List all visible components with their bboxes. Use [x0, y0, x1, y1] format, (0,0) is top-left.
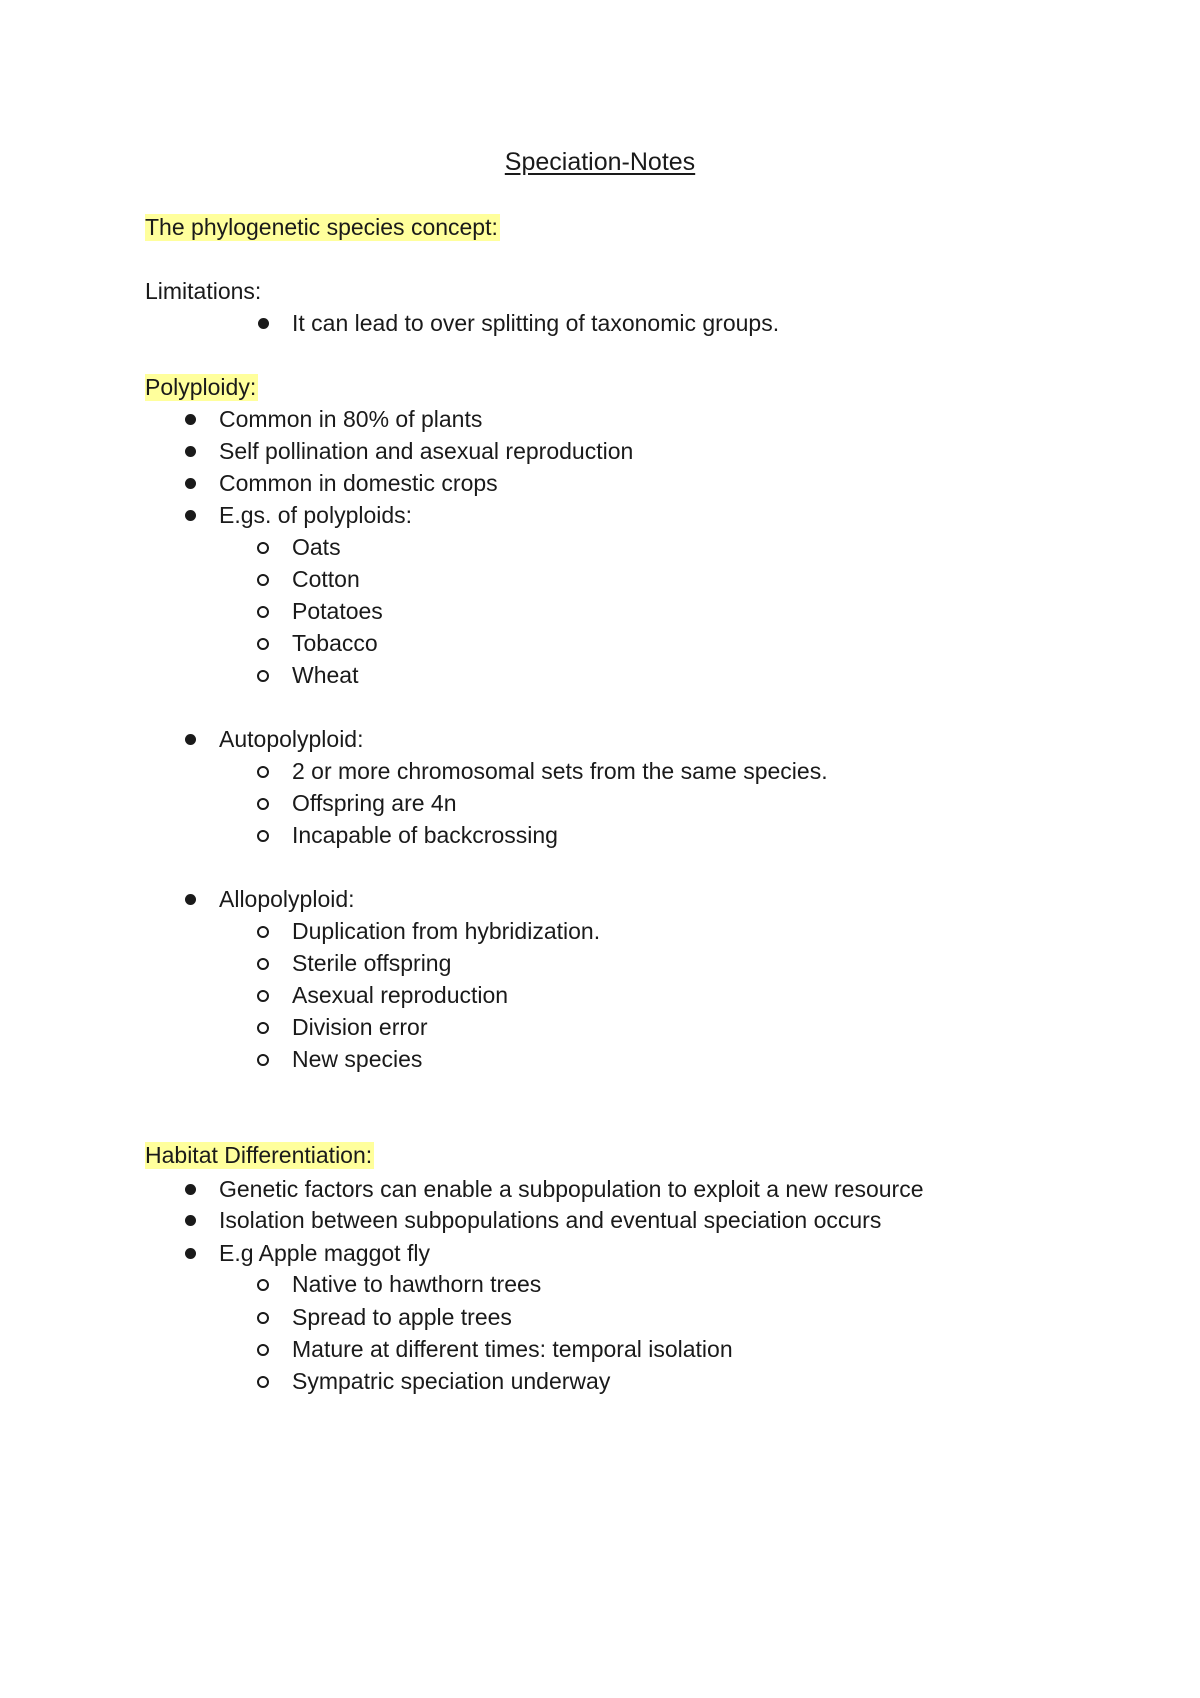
phylo-heading-text: The phylogenetic species concept: — [145, 214, 498, 240]
allopolyploid-item: Division error — [292, 1014, 428, 1040]
bullet-circle-icon — [257, 990, 269, 1002]
allopolyploid-label: Allopolyploid: — [219, 886, 355, 912]
page-title: Speciation-Notes — [504, 148, 696, 176]
autopolyploid-item: Offspring are 4n — [292, 790, 457, 816]
habitat-item: Genetic factors can enable a subpopulation to exploit a new resource — [219, 1176, 924, 1202]
bullet-dot-icon — [185, 1248, 196, 1259]
bullet-circle-icon — [257, 638, 269, 650]
bullet-circle-icon — [257, 1344, 269, 1356]
bullet-dot-icon — [185, 1184, 196, 1195]
bullet-dot-icon — [185, 734, 196, 745]
polyploidy-item: Self pollination and asexual reproduction — [219, 438, 634, 464]
polyploidy-item: E.gs. of polyploids: — [219, 502, 413, 528]
polyploidy-item: Common in domestic crops — [219, 470, 498, 496]
habitat-item: E.g Apple maggot fly — [219, 1240, 430, 1266]
polyploid-example: Potatoes — [292, 598, 383, 624]
habitat-item: Isolation between subpopulations and eventual speciation occurs — [219, 1207, 882, 1233]
allopolyploid-item: Duplication from hybridization. — [292, 918, 601, 944]
polyploid-example: Tobacco — [292, 630, 378, 656]
bullet-circle-icon — [257, 830, 269, 842]
bullet-circle-icon — [257, 1279, 269, 1291]
bullet-circle-icon — [257, 798, 269, 810]
maggot-item: Spread to apple trees — [292, 1304, 512, 1330]
bullet-circle-icon — [257, 926, 269, 938]
bullet-dot-icon — [185, 478, 196, 489]
autopolyploid-item: Incapable of backcrossing — [292, 822, 558, 848]
polyploid-example: Oats — [292, 534, 341, 560]
polyploidy-heading — [145, 373, 258, 401]
bullet-dot-icon — [185, 1215, 196, 1226]
maggot-item: Sympatric speciation underway — [292, 1368, 611, 1394]
bullet-dot-icon — [258, 318, 269, 329]
bullet-circle-icon — [257, 1376, 269, 1388]
maggot-item: Mature at different times: temporal isolation — [292, 1336, 733, 1362]
bullet-dot-icon — [185, 446, 196, 457]
autopolyploid-label: Autopolyploid: — [219, 726, 364, 752]
polyploid-example: Wheat — [292, 662, 359, 688]
habitat-heading-text: Habitat Differentiation: — [145, 1142, 373, 1168]
bullet-circle-icon — [257, 1312, 269, 1324]
bullet-circle-icon — [257, 574, 269, 586]
bullet-circle-icon — [257, 1054, 269, 1066]
allopolyploid-item: Asexual reproduction — [292, 982, 509, 1008]
autopolyploid-item: 2 or more chromosomal sets from the same species. — [292, 758, 828, 784]
bullet-circle-icon — [257, 766, 269, 778]
bullet-dot-icon — [185, 894, 196, 905]
limitations-item: It can lead to over splitting of taxonomic groups. — [292, 310, 780, 336]
bullet-dot-icon — [185, 510, 196, 521]
bullet-circle-icon — [257, 1022, 269, 1034]
polyploidy-item: Common in 80% of plants — [219, 406, 483, 432]
maggot-item: Native to hawthorn trees — [292, 1271, 542, 1297]
bullet-circle-icon — [257, 670, 269, 682]
phylo-heading — [145, 213, 500, 241]
bullet-dot-icon — [185, 414, 196, 425]
allopolyploid-item: New species — [292, 1046, 423, 1072]
bullet-circle-icon — [257, 542, 269, 554]
allopolyploid-item: Sterile offspring — [292, 950, 452, 976]
bullet-circle-icon — [257, 958, 269, 970]
bullet-circle-icon — [257, 606, 269, 618]
polyploid-example: Cotton — [292, 566, 360, 592]
limitations-label: Limitations: — [145, 278, 262, 304]
polyploidy-heading-text: Polyploidy: — [145, 374, 257, 400]
habitat-heading — [145, 1141, 374, 1169]
